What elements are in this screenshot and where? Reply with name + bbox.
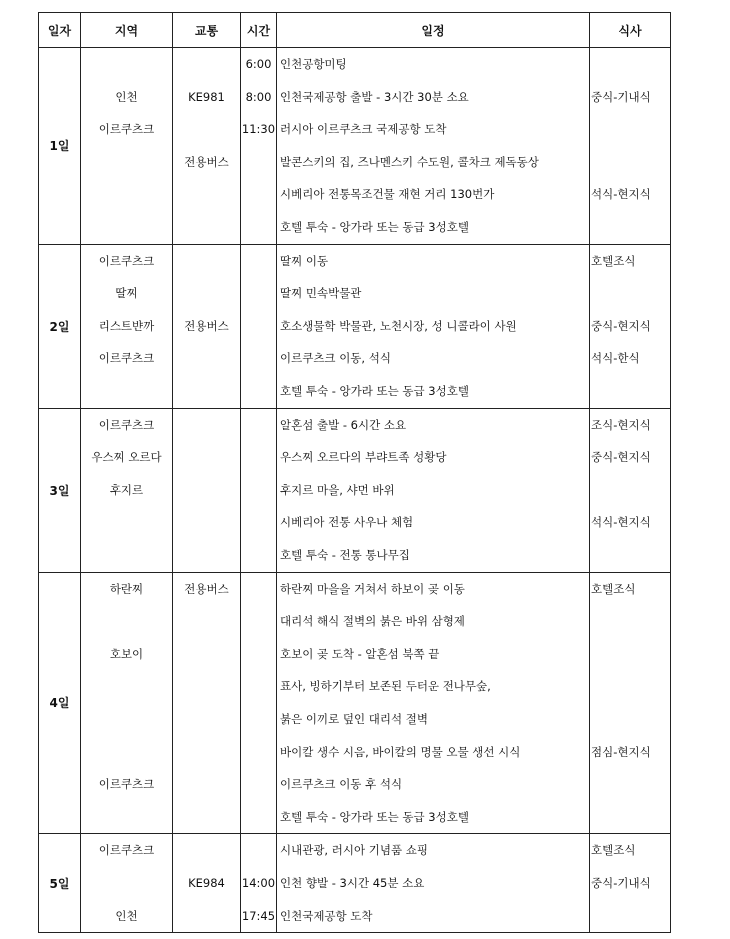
time-cell <box>241 244 277 408</box>
schedule-line: 호텔 투숙 - 앙가라 또는 동급 3성호텔 <box>280 809 469 824</box>
meal-line <box>590 900 670 933</box>
transport-line <box>173 703 240 736</box>
meal-line <box>590 113 670 146</box>
transport-line <box>173 48 240 81</box>
transport-cell <box>173 572 241 834</box>
transport-line <box>173 342 240 375</box>
region-line <box>81 48 172 81</box>
schedule-line: 바이칼 생수 시음, 바이칼의 명물 오물 생선 시식 <box>280 744 521 759</box>
time-line <box>241 506 276 539</box>
meal-line <box>590 801 670 834</box>
meal-line <box>590 605 670 638</box>
header-schedule: 일정 <box>277 13 590 48</box>
transport-line: 전용버스 <box>184 318 229 333</box>
meal-line <box>590 146 670 179</box>
day-row-5 <box>39 834 671 933</box>
time-line <box>241 178 276 211</box>
header-day: 일자 <box>39 13 81 48</box>
time-cell <box>241 408 277 572</box>
meal-line <box>590 375 670 408</box>
time-line <box>241 573 276 606</box>
meal-line: 중식-기내식 <box>591 89 651 104</box>
transport-line <box>173 834 240 867</box>
transport-line <box>173 768 240 801</box>
region-line <box>81 867 172 900</box>
time-line <box>241 277 276 310</box>
region-line <box>81 605 172 638</box>
schedule-line: 이르쿠츠크 이동 후 석식 <box>280 777 403 792</box>
region-line: 이르쿠츠크 <box>98 122 155 137</box>
meal-line <box>590 670 670 703</box>
meal-line <box>590 48 670 81</box>
schedule-cell <box>277 408 590 572</box>
meal-line <box>590 211 670 244</box>
time-cell <box>241 834 277 933</box>
region-cell <box>81 834 173 933</box>
time-cell <box>241 48 277 245</box>
time-line <box>241 310 276 343</box>
region-line: 인천 <box>115 908 138 923</box>
region-cell <box>81 572 173 834</box>
transport-line <box>173 375 240 408</box>
schedule-line: 인천국제공항 도착 <box>280 908 373 923</box>
region-line: 하란찌 <box>109 581 144 596</box>
transport-line: KE984 <box>188 875 225 890</box>
time-line: 17:45 <box>241 908 276 923</box>
schedule-line: 인천공항미팅 <box>280 57 347 71</box>
region-line <box>81 375 172 408</box>
region-line <box>81 670 172 703</box>
time-line <box>241 539 276 572</box>
time-line <box>241 638 276 671</box>
transport-line <box>173 441 240 474</box>
time-line <box>241 245 276 278</box>
header-region: 지역 <box>81 13 173 48</box>
itinerary-table <box>38 12 671 933</box>
transport-line <box>173 736 240 769</box>
schedule-line: 대리석 해식 절벽의 붉은 바위 삼형제 <box>280 614 465 629</box>
transport-cell <box>173 48 241 245</box>
transport-line <box>173 409 240 442</box>
schedule-line: 후지르 마을, 샤먼 바위 <box>280 482 395 497</box>
schedule-line: 호텔 투숙 - 전통 통나무집 <box>280 547 410 562</box>
schedule-line: 딸찌 민속박물관 <box>280 286 362 301</box>
meal-line: 석식-현지식 <box>591 515 651 530</box>
region-line <box>81 178 172 211</box>
schedule-line: 이르쿠츠크 이동, 석식 <box>280 351 391 366</box>
meal-line <box>590 277 670 310</box>
schedule-line: 시베리아 전통목조건물 재현 거리 130번가 <box>280 187 495 202</box>
schedule-line: 하란찌 마을을 거쳐서 하보이 곶 이동 <box>280 581 465 596</box>
region-line <box>81 703 172 736</box>
schedule-line: 우스찌 오르다의 부랴트족 성황당 <box>280 450 447 465</box>
schedule-line: 시베리아 전통 사우나 체험 <box>280 515 414 530</box>
day-row-2 <box>39 244 671 408</box>
schedule-line: 표사, 빙하기부터 보존된 두터운 전나무숲, <box>280 679 491 694</box>
day-row-4 <box>39 572 671 834</box>
region-line: 호보이 <box>109 646 144 661</box>
day-row-1 <box>39 48 671 245</box>
time-line <box>241 375 276 408</box>
schedule-line: 알혼섬 출발 - 6시간 소요 <box>280 417 407 432</box>
region-line: 리스트뱐까 <box>98 318 155 333</box>
meal-line: 석식-한식 <box>591 351 640 366</box>
meal-line <box>590 638 670 671</box>
meal-line <box>590 474 670 507</box>
schedule-line: 호텔 투숙 - 앙가라 또는 동급 3성호텔 <box>280 219 469 234</box>
region-line: 이르쿠츠크 <box>98 253 155 268</box>
region-line: 인천 <box>115 89 138 104</box>
day-label: 4일 <box>39 572 81 834</box>
time-line <box>241 768 276 801</box>
day-label: 3일 <box>39 408 81 572</box>
transport-line <box>173 474 240 507</box>
transport-line: 전용버스 <box>184 154 229 169</box>
meal-line: 호텔조식 <box>591 581 636 596</box>
region-line <box>81 801 172 834</box>
transport-line <box>173 638 240 671</box>
schedule-cell <box>277 244 590 408</box>
schedule-cell <box>277 834 590 933</box>
transport-line: KE981 <box>188 89 225 104</box>
meal-line <box>590 703 670 736</box>
meal-line <box>590 768 670 801</box>
day-label: 2일 <box>39 244 81 408</box>
region-line: 이르쿠츠크 <box>98 777 155 792</box>
meal-cell <box>590 244 671 408</box>
schedule-line: 호텔 투숙 - 앙가라 또는 동급 3성호텔 <box>280 383 469 398</box>
transport-line <box>173 900 240 933</box>
meal-line: 중식-기내식 <box>591 875 651 890</box>
schedule-line: 러시아 이르쿠츠크 국제공항 도착 <box>280 122 447 137</box>
time-line <box>241 409 276 442</box>
meal-line: 호텔조식 <box>591 843 636 858</box>
region-cell <box>81 408 173 572</box>
transport-line <box>173 211 240 244</box>
meal-cell <box>590 48 671 245</box>
region-line: 이르쿠츠크 <box>98 843 155 858</box>
region-line: 이르쿠츠크 <box>98 417 155 432</box>
schedule-line: 인천 향발 - 3시간 45분 소요 <box>280 875 425 890</box>
region-line: 우스찌 오르다 <box>91 450 162 465</box>
transport-line <box>173 801 240 834</box>
region-cell <box>81 244 173 408</box>
schedule-cell <box>277 572 590 834</box>
time-line <box>241 342 276 375</box>
transport-line: 전용버스 <box>184 581 229 596</box>
schedule-line: 딸찌 이동 <box>280 253 329 268</box>
region-line <box>81 539 172 572</box>
transport-cell <box>173 244 241 408</box>
time-cell <box>241 572 277 834</box>
meal-line: 중식-현지식 <box>591 450 651 465</box>
schedule-line: 발콘스키의 집, 즈나멘스키 수도원, 콜차크 제독동상 <box>280 154 539 169</box>
schedule-line: 시내관광, 러시아 기념품 쇼핑 <box>280 843 428 858</box>
transport-line <box>173 245 240 278</box>
time-line <box>241 441 276 474</box>
time-line <box>241 146 276 179</box>
transport-cell <box>173 834 241 933</box>
transport-cell <box>173 408 241 572</box>
time-line <box>241 736 276 769</box>
meal-line: 중식-현지식 <box>591 318 651 333</box>
time-line: 8:00 <box>245 89 272 104</box>
header-meal: 식사 <box>590 13 671 48</box>
meal-cell <box>590 408 671 572</box>
time-line <box>241 670 276 703</box>
transport-line <box>173 113 240 146</box>
day-label: 5일 <box>39 834 81 933</box>
transport-line <box>173 506 240 539</box>
time-line <box>241 801 276 834</box>
region-line <box>81 736 172 769</box>
meal-line: 조식-현지식 <box>591 417 651 432</box>
header-transport: 교통 <box>173 13 241 48</box>
region-line: 이르쿠츠크 <box>98 351 155 366</box>
schedule-cell <box>277 48 590 245</box>
region-line <box>81 506 172 539</box>
schedule-line: 호보이 곶 도착 - 알혼섬 북쪽 끝 <box>280 646 440 661</box>
header-row <box>39 13 671 48</box>
day-row-3 <box>39 408 671 572</box>
time-line <box>241 605 276 638</box>
time-line: 6:00 <box>245 57 272 71</box>
meal-line: 석식-현지식 <box>591 187 651 202</box>
schedule-line: 호소생물학 박물관, 노천시장, 성 니콜라이 사원 <box>280 318 517 333</box>
header-time: 시간 <box>241 13 277 48</box>
region-line <box>81 211 172 244</box>
time-line <box>241 703 276 736</box>
region-line: 딸찌 <box>115 286 138 301</box>
region-line: 후지르 <box>109 482 144 497</box>
transport-line <box>173 605 240 638</box>
region-cell <box>81 48 173 245</box>
transport-line <box>173 178 240 211</box>
meal-cell <box>590 834 671 933</box>
day-label: 1일 <box>39 48 81 245</box>
time-line <box>241 834 276 867</box>
transport-line <box>173 539 240 572</box>
transport-line <box>173 277 240 310</box>
time-line: 14:00 <box>241 875 276 890</box>
schedule-line: 인천국제공항 출발 - 3시간 30분 소요 <box>280 89 469 104</box>
time-line: 11:30 <box>241 122 276 137</box>
schedule-line: 붉은 이끼로 덮인 대리석 절벽 <box>280 711 428 726</box>
transport-line <box>173 670 240 703</box>
meal-line <box>590 539 670 572</box>
meal-line: 호텔조식 <box>591 253 636 268</box>
region-line <box>81 146 172 179</box>
meal-line: 점심-현지식 <box>591 744 651 759</box>
time-line <box>241 211 276 244</box>
time-line <box>241 474 276 507</box>
meal-cell <box>590 572 671 834</box>
